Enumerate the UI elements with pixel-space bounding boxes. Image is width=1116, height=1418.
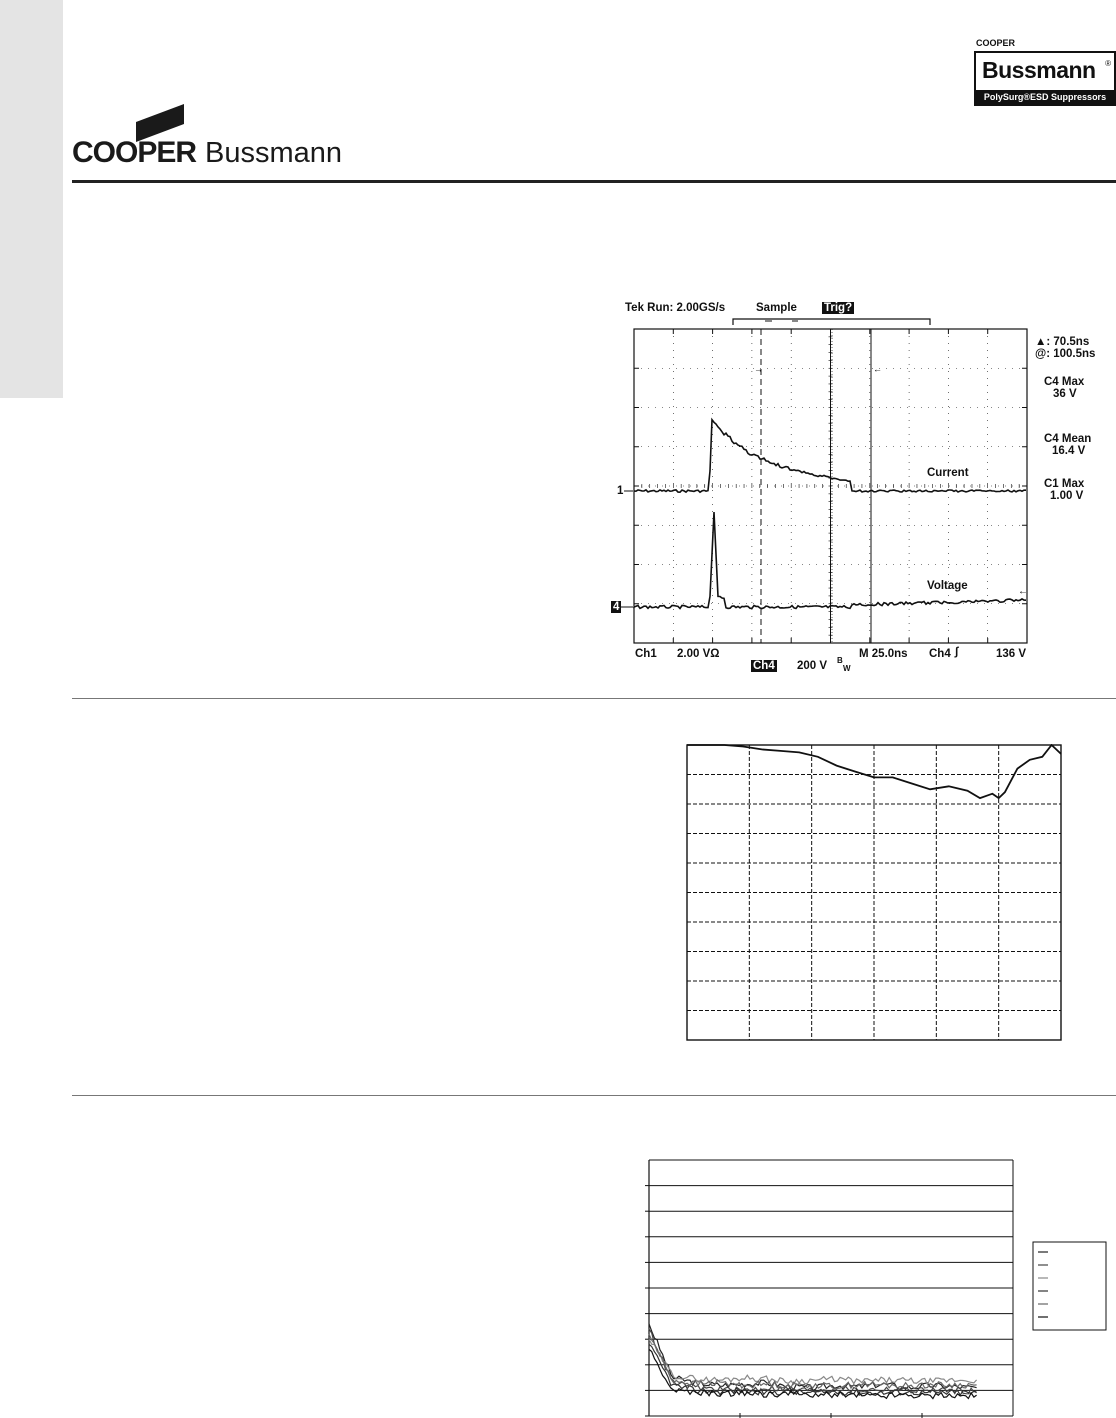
svg-text:→: → (754, 364, 763, 374)
scope-current-label: Current (927, 467, 969, 479)
scope-c4mean-label: C4 Mean (1044, 433, 1092, 445)
scope-footer-ch4-scale: 200 V (797, 660, 828, 672)
chart2-series-line (649, 1324, 977, 1391)
badge-cooper-text: COOPER (976, 38, 1016, 48)
scope-ch1-marker: 1 (617, 485, 624, 497)
scope-footer-ch1: Ch1 (635, 648, 657, 660)
scope-ch4-marker: 4 (613, 601, 620, 613)
scope-voltage-label: Voltage (927, 580, 968, 592)
scope-sample-label: Sample (756, 302, 797, 314)
scope-trig-label: Trig? (824, 302, 853, 314)
scope-c4max-value: 36 V (1053, 388, 1077, 400)
chart-1 (686, 744, 1064, 1044)
scope-footer-bw: B (837, 656, 843, 665)
scope-c4max-label: C4 Max (1044, 376, 1085, 388)
scope-c1max-label: C1 Max (1044, 478, 1085, 490)
scope-footer-ch4-box: Ch4 (753, 660, 775, 672)
logo-bussmann-text: Bussmann (205, 137, 343, 169)
svg-text:←: ← (1018, 586, 1028, 597)
scope-footer-time: M 25.0ns (859, 648, 908, 660)
scope-footer-trig-sym: ∫ (955, 646, 959, 658)
section-divider-1 (72, 698, 1116, 699)
scope-footer-trig-level: 136 V (996, 648, 1027, 660)
scope-delta-time: ▲: 70.5ns (1035, 336, 1090, 348)
badge-name-text: Bussmann (982, 57, 1096, 83)
scope-c1max-value: 1.00 V (1050, 490, 1084, 502)
badge-registered-mark: ® (1105, 59, 1111, 68)
chart2-series-line (649, 1339, 977, 1384)
scope-run-label: Tek Run: 2.00GS/s (625, 302, 726, 314)
cooper-bussmann-logo (72, 104, 372, 172)
scope-footer-trig-ch: Ch4 (929, 648, 951, 660)
scope-c4mean-value: 16.4 V (1052, 445, 1086, 457)
scope-footer-ch1-scale: 2.00 VΩ (677, 648, 720, 660)
svg-text:←: ← (873, 364, 882, 374)
header-rule (72, 180, 1116, 183)
badge-tagline: PolySurg®ESD Suppressors (976, 90, 1114, 104)
scope-footer-bw-sub: W (843, 664, 851, 673)
side-tab (0, 0, 63, 398)
bussmann-badge (974, 38, 1114, 104)
chart-2 (640, 1156, 1116, 1418)
scope-at-time: @: 100.5ns (1035, 348, 1096, 360)
logo-cooper-text: COOPER (72, 136, 197, 169)
scope-screen (600, 310, 1040, 650)
section-divider-2 (72, 1095, 1116, 1096)
badge-box (974, 51, 1116, 106)
